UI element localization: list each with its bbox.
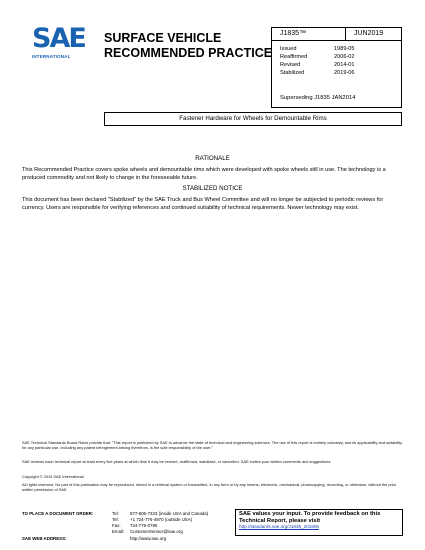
order-phone-intl[interactable]: +1 724-776-4970 (outside USA) [130,517,193,522]
copyright-notice: Copyright © 2019 SAE International [22,474,84,479]
order-heading: TO PLACE A DOCUMENT ORDER: [22,511,94,516]
rationale-heading: RATIONALE [195,155,230,162]
document-date: JUN2019 [354,30,384,37]
history-value: 2014-01 [334,62,355,68]
document-type-line1: SURFACE VEHICLE [104,31,222,45]
web-heading: SAE WEB ADDRESS: [22,536,67,541]
header-divider [272,40,401,41]
document-type-line2: RECOMMENDED PRACTICE [104,46,273,60]
logo-letters: SAE [32,23,85,54]
technical-board-rules: SAE Technical Standards Board Rules provide that: "This report is published by SAE to advance the state of technical and engineering sciences. The use of this report is entirely voluntary, and its applicability and suitability for any particular use, including any patent infringement arising therefrom, is the sole responsibility of the user." [22,440,403,451]
superseding-note: Superseding J1835 JAN2014 [280,95,356,101]
order-phone[interactable]: 877-606-7323 (inside USA and Canada) [130,511,209,516]
order-label: Fax: [112,523,121,528]
document-number: J1835™ [280,30,307,37]
sae-logo [28,24,92,64]
review-notice: SAE reviews each technical report at least every five years at which time it may be revised, reaffirmed, stabilized, or cancelled. SAE invites your written comments and suggestions. [22,459,332,464]
stabilized-text: This document has been declared "Stabilized" by the SAE Truck and Bus Wheel Committee and will no longer be subjected to periodic reviews for currency. Users are responsible for verifying references and continued suitability of technical requirements. Newer technology may exist. [22,197,384,211]
stabilized-heading: STABILIZED NOTICE [182,185,243,192]
document-title: Fastener Hardware for Wheels for Demountable Rims [104,112,402,126]
order-label: Tel: [112,511,119,516]
rationale-text: This Recommended Practice covers spoke wheels and demountable rims which were developed with spoke wheels still in use. The technology is a produced commodity and not likely to change in the foreseeable future. [22,167,386,181]
history-label: Stabilized [280,70,305,76]
feedback-text-line1: SAE values your input. To provide feedback on this [239,511,381,517]
order-fax: 724-776-0790 [130,523,158,528]
document-header-box [271,27,402,108]
order-label: Email: [112,529,125,534]
web-address[interactable]: http://www.sae.org [130,536,167,541]
feedback-link[interactable]: http://standards.sae.org/J1835_201906 [239,524,319,530]
header-divider-vertical [345,28,346,40]
order-label: Tel: [112,517,119,522]
history-label: Revised [280,62,301,68]
history-value: 2006-02 [334,54,355,60]
rights-notice: All rights reserved. No part of this publication may be reproduced, stored in a retrieval system or transmitted, in any form or by any means, electronic, mechanical, photocopying, recording, or otherwise, without the prior written permission of SAE. [22,482,397,493]
order-email[interactable]: CustomerService@sae.org [130,529,183,534]
document-type [104,31,272,61]
feedback-box [235,509,403,536]
history-label: Reaffirmed [280,54,308,60]
history-value: 2019-06 [334,70,355,76]
history-value: 1989-05 [334,46,355,52]
history-label: Issued [280,46,297,52]
feedback-text-line2: Technical Report, please visit [239,517,321,524]
logo-subtitle: INTERNATIONAL [32,54,71,59]
